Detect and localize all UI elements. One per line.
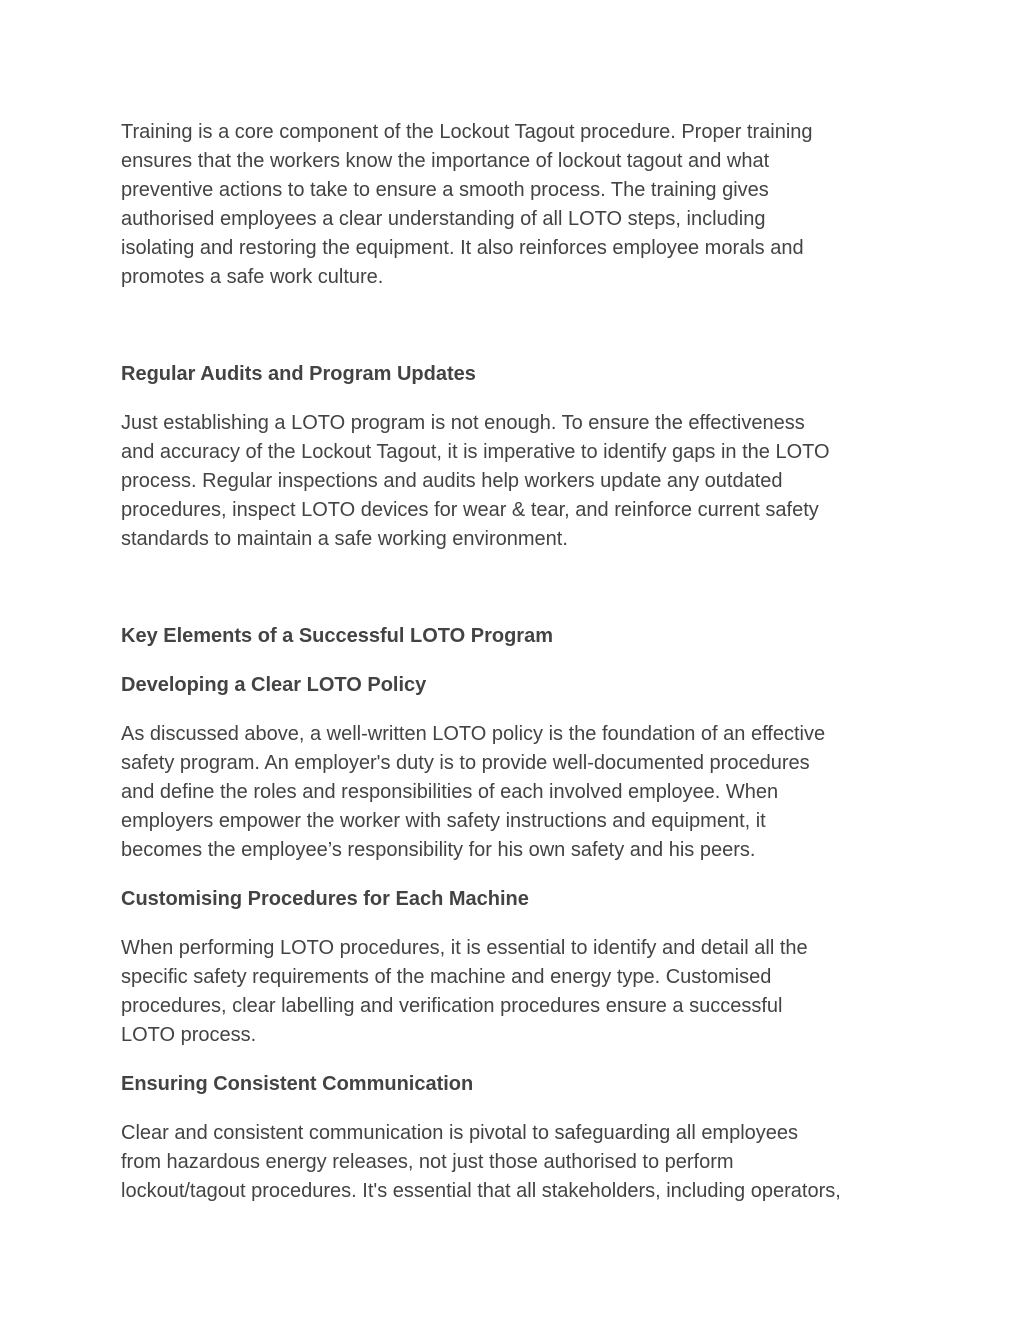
regular-audits-heading: Regular Audits and Program Updates (121, 363, 476, 385)
customising-procedures-heading: Customising Procedures for Each Machine (121, 888, 529, 910)
communication-paragraph: Clear and consistent communication is pivotal to safeguarding all employees from hazardous energy releases, not just those authorised to perform lockout/tagout procedures. It's essential that all stakeholders, including operators, (121, 1122, 841, 1202)
communication-heading: Ensuring Consistent Communication (121, 1073, 474, 1095)
clear-policy-heading: Developing a Clear LOTO Policy (121, 674, 427, 696)
training-paragraph: Training is a core component of the Lockout Tagout procedure. Proper training ensures that the workers know the importance of lockout tagout and what preventive actions to take to ensure a smooth process. The training gives authorised employees a clear understanding of all LOTO steps, including isolating and restoring the equipment. It also reinforces employee morals and promotes a safe work culture. (121, 121, 813, 288)
key-elements-heading: Key Elements of a Successful LOTO Program (121, 625, 553, 647)
customising-paragraph: When performing LOTO procedures, it is essential to identify and detail all the specific safety requirements of the machine and energy type. Customised procedures, clear labelling and verification procedures ensure a successful LOTO process. (121, 937, 808, 1046)
audits-paragraph: Just establishing a LOTO program is not enough. To ensure the effectiveness and accuracy of the Lockout Tagout, it is imperative to identify gaps in the LOTO process. Regular inspections and audits help workers update any outdated procedures, inspect LOTO devices for wear & tear, and reinforce current safety standards to maintain a safe working environment. (121, 412, 830, 550)
document-page (121, 118, 921, 1206)
policy-paragraph: As discussed above, a well-written LOTO policy is the foundation of an effective safety program. An employer's duty is to provide well-documented procedures and define the roles and responsibilities of each involved employee. When employers empower the worker with safety instructions and equipment, it becomes the employee’s responsibility for his own safety and his peers. (121, 723, 826, 861)
